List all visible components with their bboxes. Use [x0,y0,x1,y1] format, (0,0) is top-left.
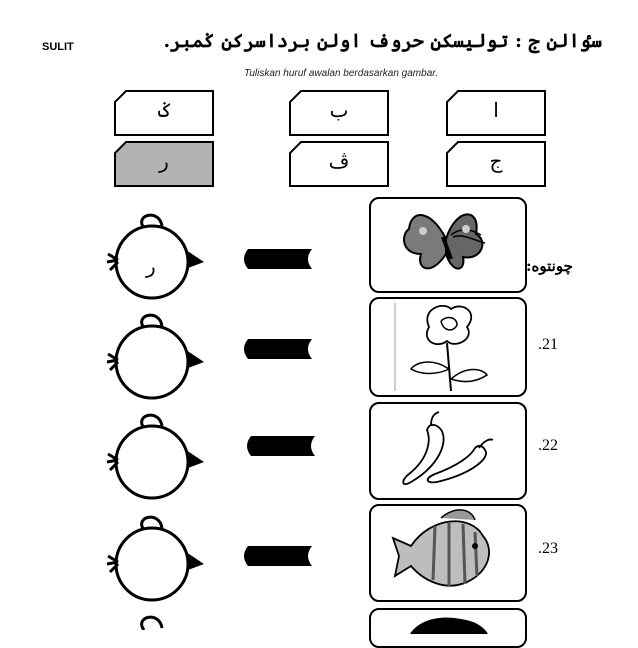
picture-card [369,297,527,397]
letter-tab-label: ا [493,98,499,122]
page-title: سوٴالن ج : توليسکن حروف اولن برداسرکن ݢمبر. [163,30,602,52]
question-number: .21 [538,336,558,353]
arrow-connector-icon [240,544,314,568]
sulit-label: SULIT [42,41,74,53]
bird-answer-icon [104,612,210,630]
picture-partial-icon [371,610,525,634]
fish-icon [371,506,525,600]
arrow-connector-icon [243,434,317,458]
letter-tab-label: ݢ [158,98,170,122]
letter-tab-label: ج [489,149,503,173]
question-number: .22 [538,437,558,454]
rose-icon [371,299,525,395]
butterfly-icon [371,199,525,291]
letter-tab-label: ر [159,149,169,173]
page-subtitle: Tuliskan huruf awalan berdasarkan gambar. [244,68,438,79]
picture-card [369,504,527,602]
answer-text[interactable]: ر [146,254,156,278]
bird-answer-icon [104,512,210,612]
chili-icon [371,404,525,498]
arrow-connector-icon [240,337,314,361]
arrow-connector-icon [240,247,314,271]
picture-card [369,608,527,648]
bird-answer-icon [104,310,210,410]
example-label: چونتوه: [526,257,573,275]
letter-tab-label: ب [329,98,349,122]
bird-answer-icon [104,210,210,310]
picture-card [369,402,527,500]
bird-answer-icon [104,410,210,510]
letter-tab-label: ڤ [328,149,350,173]
picture-card [369,197,527,293]
question-number: .23 [538,540,558,557]
